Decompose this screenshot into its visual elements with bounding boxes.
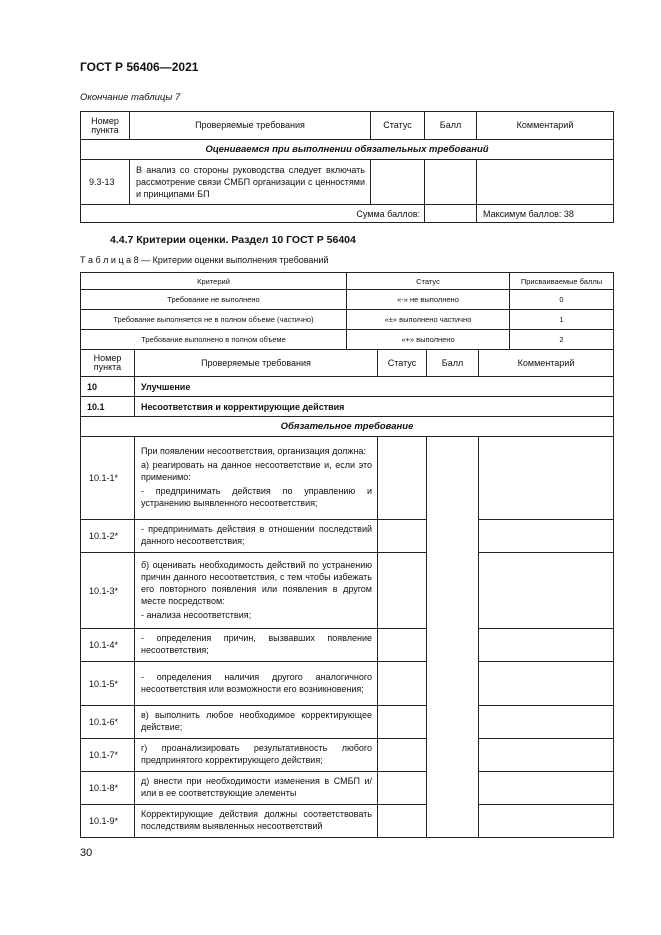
table7-section-row: Оцениваемся при выполнении обязательных требований [81,140,614,160]
row-text [135,629,378,662]
row-text-p1: - определения наличия другого аналогичного несоответствия или возможности его возникновения; [141,671,372,694]
status-cell [378,805,427,838]
row-num: 10.1-5* [81,662,135,706]
table8-requirements [80,349,614,838]
row-text [135,553,378,629]
comment-cell [479,520,614,553]
table8-header-status: Статус [347,273,510,290]
row-num: 10.1-2* [81,520,135,553]
row-num: 10.1-3* [81,553,135,629]
row-text [135,520,378,553]
score-cell-merged [427,437,479,838]
table-row [81,330,614,350]
comment-cell [479,772,614,805]
row-num: 10.1-9* [81,805,135,838]
row-num: 10.1-7* [81,739,135,772]
row-text-p1: - определения причин, вызвавших появление несоответствия; [141,633,372,655]
row-text [135,662,378,706]
table-row [81,739,614,772]
table8-header-criterion: Критерий [81,273,347,290]
table8-caption-text: — Критерии оценки выполнения требований [141,255,329,265]
row-text [135,772,378,805]
table7-row-num: 9.3-13 [81,160,130,205]
table8-header-score: Присваиваемые баллы [510,273,614,290]
table7-score-cell [425,160,477,205]
table-row [81,290,614,310]
table-row [81,805,614,838]
continuation-title: Окончание таблицы 7 [80,92,181,103]
document-header: ГОСТ Р 56406—2021 [80,60,199,74]
table-row [81,160,614,205]
table7-max-label: Максимум баллов: 38 [477,205,614,223]
row-num: 10.1-1* [81,437,135,520]
table8-caption-num: 8 [133,255,139,265]
status-cell [378,739,427,772]
row-text-p1: а) реагировать на данное несоответствие и, если это применимо: [141,460,372,482]
row-text-p1: - предпринимать действия в отношении последствий данного несоответствия; [141,524,372,546]
table8-header-row [81,273,614,290]
row-text-p1: г) проанализировать результативность любого предпринятого корректирующего действия; [141,743,372,765]
comment-cell [479,629,614,662]
criterion-cell: Требование выполняется не в полном объеме (частично) [81,310,347,330]
status-cell [378,706,427,739]
table7-header-num: Номер пункта [81,112,130,140]
comment-cell [479,739,614,772]
table-row [81,629,614,662]
table8b-header-num: Номер пункта [81,350,135,377]
table7 [80,111,614,223]
table8b-header-row [81,350,614,377]
row-text-p1: в) выполнить любое необходимое корректирующее действие; [141,710,372,732]
row-num: 10.1-6* [81,706,135,739]
status-cell: «-» не выполнено [347,290,510,310]
score-cell: 0 [510,290,614,310]
table7-header-req: Проверяемые требования [130,112,371,140]
status-cell [378,553,427,629]
status-cell [378,629,427,662]
table7-header-comment: Комментарий [477,112,614,140]
section-10-title: Улучшение [135,377,614,397]
table7-sum-label: Сумма баллов: [81,205,425,223]
section-10-1-title: Несоответствия и корректирующие действия [135,397,614,417]
section-row-10-1 [81,397,614,417]
table-row [81,437,614,520]
table8b-header-req: Проверяемые требования [135,350,378,377]
table8-caption-prefix: Т а б л и ц а [80,255,132,265]
table7-row-text: В анализ со стороны руководства следует включать рассмотрение связи СМБП организации с ценностями и принципами БП [130,160,371,205]
row-text-p2: - предпринимать действия по управлению и устранению выявленного несоответствия; [141,486,372,508]
table7-header-status: Статус [371,112,425,140]
status-cell [378,520,427,553]
table7-comment-cell [477,160,614,205]
section-10-1-num: 10.1 [81,397,135,417]
row-text-p1: д) внести при необходимости изменения в СМБП и/или в ее соответствующие элементы [141,776,372,798]
table-row [81,772,614,805]
page-number: 30 [80,847,93,859]
row-text-p1: б) оценивать необходимость действий по устранению причин данного несоответствия, с тем чтобы избежать его повторного появления или появления в другом месте посредством: [141,559,372,606]
status-cell: «+» выполнено [347,330,510,350]
section-heading: 4.4.7 Критерии оценки. Раздел 10 ГОСТ Р 56404 [110,234,356,246]
table8-caption [80,255,328,265]
comment-cell [479,706,614,739]
table-row [81,706,614,739]
section-row-10 [81,377,614,397]
comment-cell [479,662,614,706]
row-num: 10.1-8* [81,772,135,805]
table8b-header-comment: Комментарий [479,350,614,377]
intro-text: При появлении несоответствия, организация должна: [141,446,366,456]
table-row [81,310,614,330]
table7-header-score: Балл [425,112,477,140]
criterion-cell: Требование выполнено в полном объеме [81,330,347,350]
status-cell: «±» выполнено частично [347,310,510,330]
table8b-header-status: Статус [378,350,427,377]
table-row [81,662,614,706]
row-text-p2: - анализа несоответствия; [141,609,252,620]
table8-criteria [80,272,614,350]
status-cell [378,437,427,520]
row-text-p1: Корректирующие действия должны соответствовать последствиям выявленных несоответствий [141,809,372,831]
comment-cell [479,437,614,520]
row-text [135,805,378,838]
row-text [135,706,378,739]
criterion-cell: Требование не выполнено [81,290,347,310]
section-10-num: 10 [81,377,135,397]
row-num: 10.1-4* [81,629,135,662]
status-cell [378,662,427,706]
table7-header-row [81,112,614,140]
score-cell: 2 [510,330,614,350]
table-row [81,520,614,553]
table8b-header-score: Балл [427,350,479,377]
row-text [135,739,378,772]
table-row [81,553,614,629]
comment-cell [479,805,614,838]
row-text [135,437,378,520]
table7-sum-value [425,205,477,223]
mandatory-requirement-row: Обязательное требование [81,417,614,437]
status-cell [378,772,427,805]
table7-status-cell [371,160,425,205]
score-cell: 1 [510,310,614,330]
comment-cell [479,553,614,629]
